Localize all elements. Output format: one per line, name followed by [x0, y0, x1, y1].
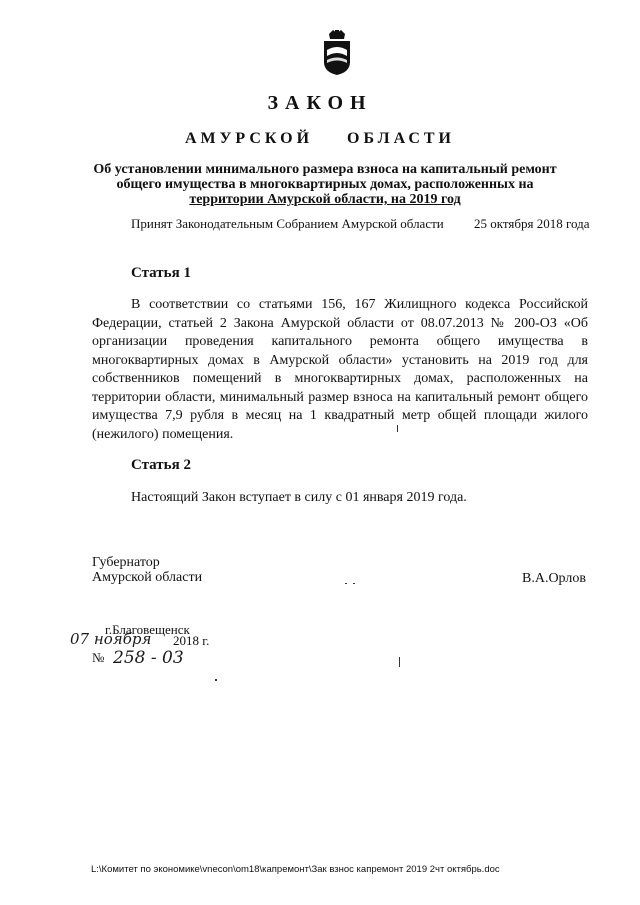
law-subject-line-3: территории Амурской области, на 2019 год — [189, 192, 461, 207]
article-1-text: В соответствии со статьями 156, 167 Жилищного кодекса Российской Федерации, статьей 2 Закона Амурской области от 08.07.2013 № 200-ОЗ «Об организации проведения капитального ремонта общего имущества в многоквартирных домах в Амурской области» установить на 2019 год для собственников помещений в многоквартирных домах, расположенных на территории области, минимальный размер взноса на капитальный ремонт общего имущества 7,9 рубля в месяц на 1 квадратный метр общей площади жилого (нежилого) помещения. — [92, 297, 588, 442]
law-subject-line-1: Об установлении минимального размера взноса на капитальный ремонт — [93, 162, 557, 177]
scan-speck — [215, 679, 217, 681]
signer-title — [92, 555, 202, 585]
scan-speck — [345, 583, 347, 584]
region-title — [0, 130, 640, 148]
region-word-1: АМУРСКОЙ — [185, 130, 314, 147]
region-word-2: ОБЛАСТИ — [347, 130, 455, 147]
coat-of-arms-icon — [321, 30, 353, 76]
footer-file-path: L:\Комитет по экономике\vnecon\om18\капремонт\Зак взнос капремонт 2019 2чт октябрь.doc — [91, 864, 500, 875]
signer-title-line-2: Амурской области — [92, 570, 203, 585]
issue-year: 2018 г. — [173, 633, 210, 648]
document-type-title: ЗАКОН — [267, 92, 373, 114]
article-2-text: Настоящий Закон вступает в силу с 01 января 2019 года. — [131, 490, 467, 505]
article-2-heading: Статья 2 — [131, 457, 191, 473]
law-subject — [70, 162, 580, 207]
scan-speck — [353, 583, 355, 584]
scan-speck — [399, 657, 400, 667]
article-1-heading: Статья 1 — [131, 265, 191, 281]
handwritten-date: 07 ноября — [70, 630, 152, 648]
issue-place: г.Благовещенск — [105, 622, 190, 637]
signer-name: В.А.Орлов — [522, 571, 586, 586]
number-sign: № — [92, 650, 105, 665]
adoption-date: 25 октября 2018 года — [474, 216, 590, 231]
signer-title-line-1: Губернатор — [92, 555, 160, 570]
handwritten-law-number: 258 - 03 — [113, 648, 184, 668]
law-subject-line-2: общего имущества в многоквартирных домах, расположенных на — [116, 177, 534, 192]
scan-speck — [397, 425, 398, 432]
adopted-by: Принят Законодательным Собранием Амурской области — [131, 216, 444, 231]
